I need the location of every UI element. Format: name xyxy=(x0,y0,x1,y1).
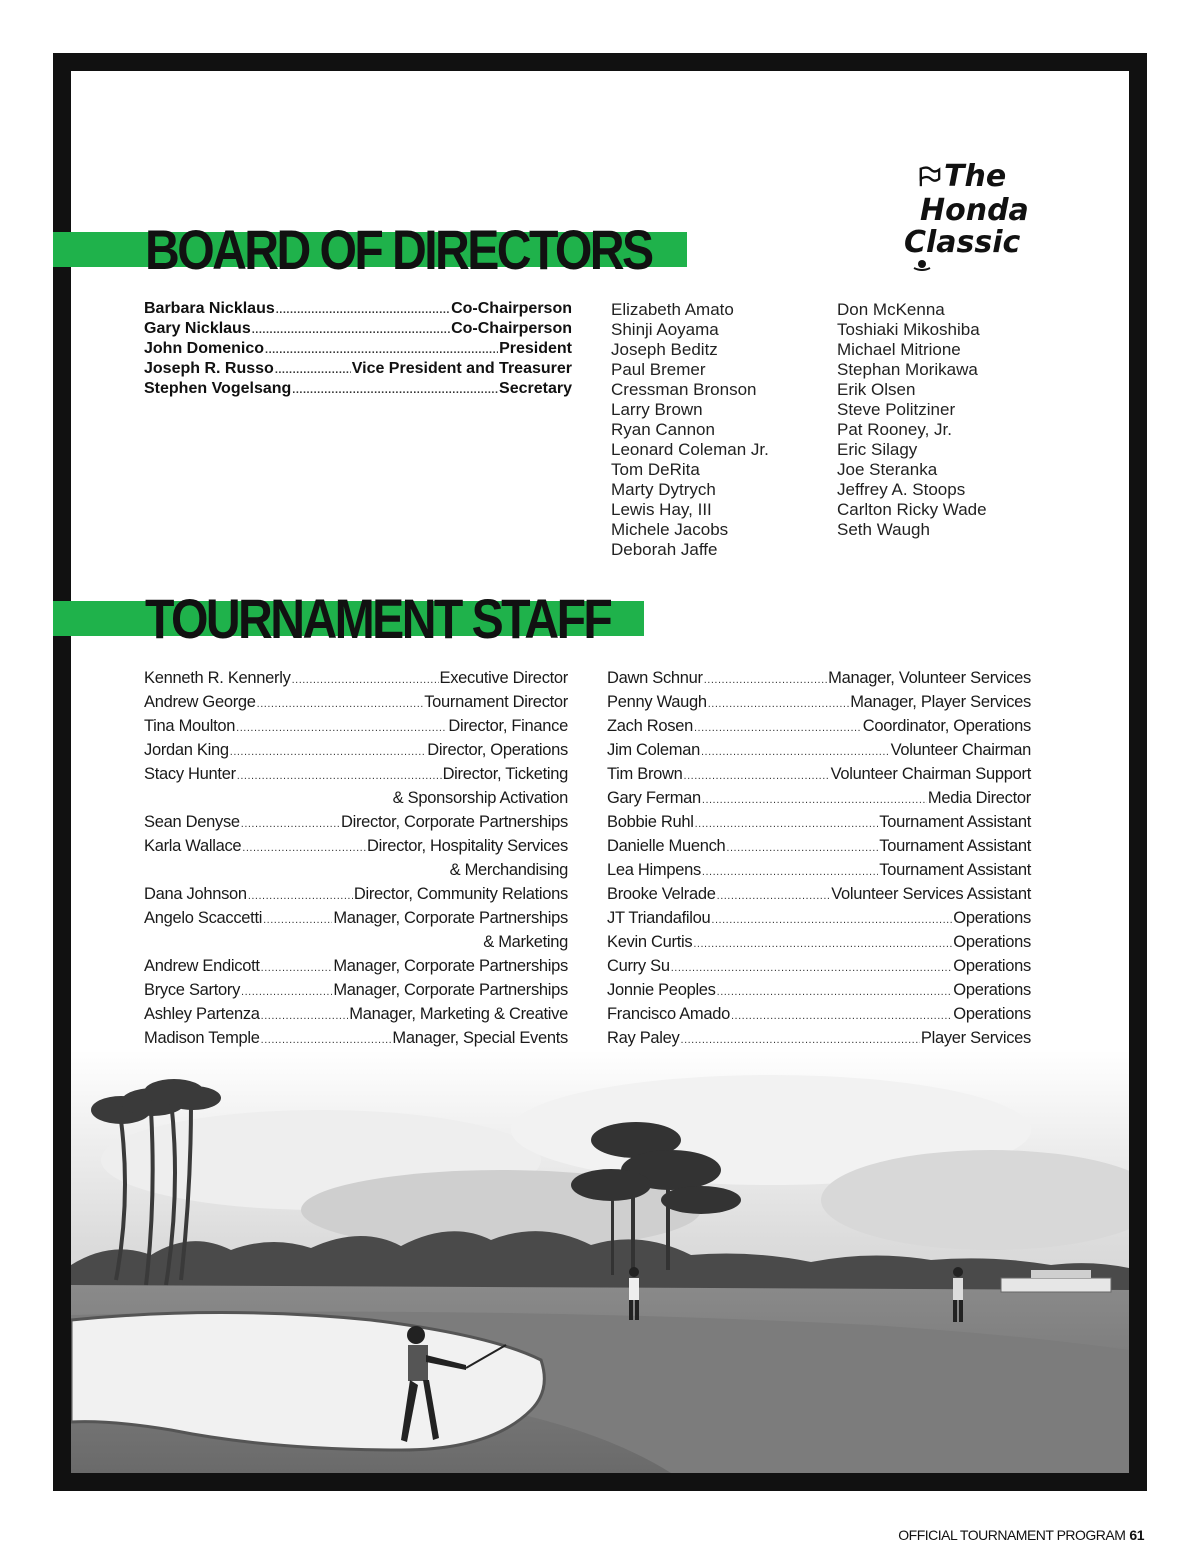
staff-row xyxy=(144,669,568,693)
staff-name: Kevin Curtis xyxy=(607,933,693,951)
staff-name: Jonnie Peoples xyxy=(607,981,716,999)
staff-title: Operations xyxy=(953,909,1031,927)
board-member: Cressman Bronson xyxy=(611,380,757,399)
officer-row xyxy=(144,340,572,360)
board-member: Joseph Beditz xyxy=(611,340,718,359)
staff-column-1 xyxy=(144,669,568,1053)
leader-dots xyxy=(242,842,366,854)
leader-dots xyxy=(263,914,332,926)
staff-name: Gary Ferman xyxy=(607,789,701,807)
staff-title-continued: & Sponsorship Activation xyxy=(392,789,568,807)
footer-label: OFFICIAL TOURNAMENT PROGRAM xyxy=(898,1527,1126,1543)
staff-name: Dana Johnson xyxy=(144,885,247,903)
officer-name: John Domenico xyxy=(144,340,265,357)
staff-title: Director, Community Relations xyxy=(353,885,568,903)
staff-name: Ray Paley xyxy=(607,1029,680,1047)
staff-title-continued: & Marketing xyxy=(483,933,568,951)
leader-dots xyxy=(704,674,827,686)
officer-name: Barbara Nicklaus xyxy=(144,300,275,317)
board-member: Carlton Ricky Wade xyxy=(837,500,987,519)
board-member: Deborah Jaffe xyxy=(611,540,718,559)
staff-title: Volunteer Chairman xyxy=(890,741,1031,759)
officer-name: Gary Nicklaus xyxy=(144,320,251,337)
staff-title: Tournament Assistant xyxy=(879,861,1031,879)
board-member: Elizabeth Amato xyxy=(611,300,734,319)
staff-title: Operations xyxy=(953,1005,1031,1023)
staff-name: Karla Wallace xyxy=(144,837,242,855)
staff-name: Brooke Velrade xyxy=(607,885,716,903)
board-heading: BOARD OF DIRECTORS xyxy=(145,218,652,281)
board-member: Paul Bremer xyxy=(611,360,706,379)
leader-dots xyxy=(292,384,498,396)
staff-title: Volunteer Chairman Support xyxy=(830,765,1031,783)
staff-row xyxy=(144,981,568,1005)
staff-name: Madison Temple xyxy=(144,1029,260,1047)
staff-name: Bryce Sartory xyxy=(144,981,241,999)
staff-row xyxy=(607,1005,1031,1029)
staff-row xyxy=(607,717,1031,741)
golf-ball-icon xyxy=(912,256,932,272)
board-member: Michael Mitrione xyxy=(837,340,961,359)
staff-title: Tournament Assistant xyxy=(879,837,1031,855)
officer-title: Co-Chairperson xyxy=(451,320,572,337)
leader-dots xyxy=(252,324,450,336)
leader-dots xyxy=(708,698,849,710)
leader-dots xyxy=(261,1010,349,1022)
officer-title: President xyxy=(499,340,572,357)
golf-course-photo xyxy=(71,1050,1129,1473)
board-member: Erik Olsen xyxy=(837,380,916,399)
staff-title: Player Services xyxy=(920,1029,1031,1047)
staff-name: Sean Denyse xyxy=(144,813,240,831)
leader-dots xyxy=(292,674,439,686)
officer-name: Stephen Vogelsang xyxy=(144,380,292,397)
staff-title: Director, Ticketing xyxy=(442,765,568,783)
staff-title: Manager, Volunteer Services xyxy=(828,669,1031,687)
staff-title: Director, Hospitality Services xyxy=(367,837,568,855)
board-member: Marty Dytrych xyxy=(611,480,716,499)
staff-title: Volunteer Services Assistant xyxy=(831,885,1031,903)
leader-dots xyxy=(711,914,952,926)
staff-row xyxy=(144,837,568,861)
staff-row xyxy=(607,1029,1031,1053)
staff-name: Andrew Endicott xyxy=(144,957,260,975)
staff-title: Manager, Marketing & Creative xyxy=(349,1005,568,1023)
staff-title: Manager, Special Events xyxy=(392,1029,568,1047)
leader-dots xyxy=(248,890,353,902)
leader-dots xyxy=(671,962,953,974)
staff-name: Ashley Partenza xyxy=(144,1005,260,1023)
page-number: 61 xyxy=(1129,1527,1144,1543)
staff-row xyxy=(607,765,1031,789)
staff-title: Tournament Director xyxy=(424,693,568,711)
staff-row xyxy=(607,861,1031,885)
staff-title: Director, Operations xyxy=(427,741,568,759)
staff-name: Tina Moulton xyxy=(144,717,236,735)
board-members-column-1 xyxy=(611,300,769,560)
officer-row xyxy=(144,380,572,400)
leader-dots xyxy=(276,304,450,316)
leader-dots xyxy=(701,746,890,758)
staff-row xyxy=(144,693,568,717)
staff-column-2 xyxy=(607,669,1031,1053)
staff-title: Manager, Corporate Partnerships xyxy=(333,981,568,999)
staff-name: Andrew George xyxy=(144,693,256,711)
staff-row xyxy=(607,741,1031,765)
staff-row xyxy=(144,813,568,837)
leader-dots xyxy=(693,938,952,950)
board-member: Shinji Aoyama xyxy=(611,320,719,339)
staff-title: Manager, Corporate Partnerships xyxy=(333,957,568,975)
officer-title: Co-Chairperson xyxy=(451,300,572,317)
board-member: Ryan Cannon xyxy=(611,420,715,439)
staff-title: Operations xyxy=(953,981,1031,999)
staff-row xyxy=(607,693,1031,717)
leader-dots xyxy=(265,344,498,356)
staff-title: Tournament Assistant xyxy=(879,813,1031,831)
staff-row xyxy=(607,813,1031,837)
officer-title: Vice President and Treasurer xyxy=(351,360,572,377)
staff-title: Manager, Corporate Partnerships xyxy=(333,909,568,927)
staff-title: Manager, Player Services xyxy=(850,693,1031,711)
staff-name: Jordan King xyxy=(144,741,229,759)
board-member: Steve Politziner xyxy=(837,400,956,419)
staff-title: Coordinator, Operations xyxy=(862,717,1031,735)
staff-title: Executive Director xyxy=(439,669,568,687)
board-member: Tom DeRita xyxy=(611,460,700,479)
staff-row xyxy=(144,885,568,909)
staff-name: Lea Himpens xyxy=(607,861,701,879)
staff-row xyxy=(144,909,568,933)
staff-row xyxy=(144,1029,568,1053)
leader-dots xyxy=(695,818,879,830)
board-member: Stephan Morikawa xyxy=(837,360,978,379)
staff-row xyxy=(607,837,1031,861)
leader-dots xyxy=(257,698,424,710)
officer-row xyxy=(144,320,572,340)
board-member: Pat Rooney, Jr. xyxy=(837,420,952,439)
leader-dots xyxy=(261,962,333,974)
staff-name: Zach Rosen xyxy=(607,717,693,735)
staff-name: Jim Coleman xyxy=(607,741,700,759)
board-member: Toshiaki Mikoshiba xyxy=(837,320,980,339)
staff-title: Operations xyxy=(953,933,1031,951)
board-officers-list xyxy=(144,300,572,400)
staff-name: Dawn Schnur xyxy=(607,669,703,687)
staff-row xyxy=(607,957,1031,981)
leader-dots xyxy=(717,890,831,902)
board-member: Seth Waugh xyxy=(837,520,930,539)
staff-name: Angelo Scaccetti xyxy=(144,909,263,927)
leader-dots xyxy=(241,986,332,998)
leader-dots xyxy=(261,1034,392,1046)
staff-heading: TOURNAMENT STAFF xyxy=(145,587,611,650)
staff-row xyxy=(607,933,1031,957)
leader-dots xyxy=(275,364,351,376)
staff-row xyxy=(607,909,1031,933)
staff-row xyxy=(607,669,1031,693)
staff-name: Kenneth R. Kennerly xyxy=(144,669,291,687)
leader-dots xyxy=(702,794,927,806)
staff-name: Francisco Amado xyxy=(607,1005,730,1023)
board-member: Lewis Hay, III xyxy=(611,500,712,519)
leader-dots xyxy=(694,722,862,734)
staff-title-continued: & Merchandising xyxy=(449,861,568,879)
officer-row xyxy=(144,300,572,320)
staff-title: Media Director xyxy=(927,789,1031,807)
staff-row xyxy=(144,1005,568,1029)
board-member: Eric Silagy xyxy=(837,440,918,459)
board-member: Michele Jacobs xyxy=(611,520,729,539)
staff-row xyxy=(144,717,568,741)
staff-name: Stacy Hunter xyxy=(144,765,236,783)
flag-icon xyxy=(918,166,942,188)
leader-dots xyxy=(236,722,447,734)
staff-name: Tim Brown xyxy=(607,765,683,783)
page-footer xyxy=(898,1527,1144,1543)
board-member: Jeffrey A. Stoops xyxy=(837,480,966,499)
leader-dots xyxy=(717,986,953,998)
officer-title: Secretary xyxy=(499,380,572,397)
staff-row xyxy=(607,981,1031,1005)
leader-dots xyxy=(726,842,878,854)
leader-dots xyxy=(731,1010,952,1022)
board-member: Leonard Coleman Jr. xyxy=(611,440,769,459)
logo-line-2: Honda xyxy=(920,193,1029,228)
staff-row xyxy=(144,741,568,765)
staff-row xyxy=(607,885,1031,909)
staff-row xyxy=(144,765,568,789)
board-members-column-2 xyxy=(837,300,987,540)
staff-name: JT Triandafilou xyxy=(607,909,711,927)
board-member: Larry Brown xyxy=(611,400,703,419)
honda-classic-logo xyxy=(900,160,1040,280)
logo-line-1: The xyxy=(944,159,1007,194)
leader-dots xyxy=(237,770,442,782)
leader-dots xyxy=(684,770,830,782)
staff-row xyxy=(144,957,568,981)
leader-dots xyxy=(230,746,427,758)
leader-dots xyxy=(702,866,878,878)
staff-title: Operations xyxy=(953,957,1031,975)
board-member: Don McKenna xyxy=(837,300,945,319)
staff-title: Director, Corporate Partnerships xyxy=(341,813,568,831)
staff-name: Penny Waugh xyxy=(607,693,707,711)
officer-name: Joseph R. Russo xyxy=(144,360,274,377)
staff-row xyxy=(607,789,1031,813)
staff-name: Danielle Muench xyxy=(607,837,726,855)
staff-name: Curry Su xyxy=(607,957,670,975)
officer-row xyxy=(144,360,572,380)
logo-line-3: Classic xyxy=(904,225,1021,260)
leader-dots xyxy=(241,818,340,830)
board-member: Joe Steranka xyxy=(837,460,938,479)
leader-dots xyxy=(681,1034,920,1046)
staff-title: Director, Finance xyxy=(448,717,568,735)
staff-name: Bobbie Ruhl xyxy=(607,813,694,831)
